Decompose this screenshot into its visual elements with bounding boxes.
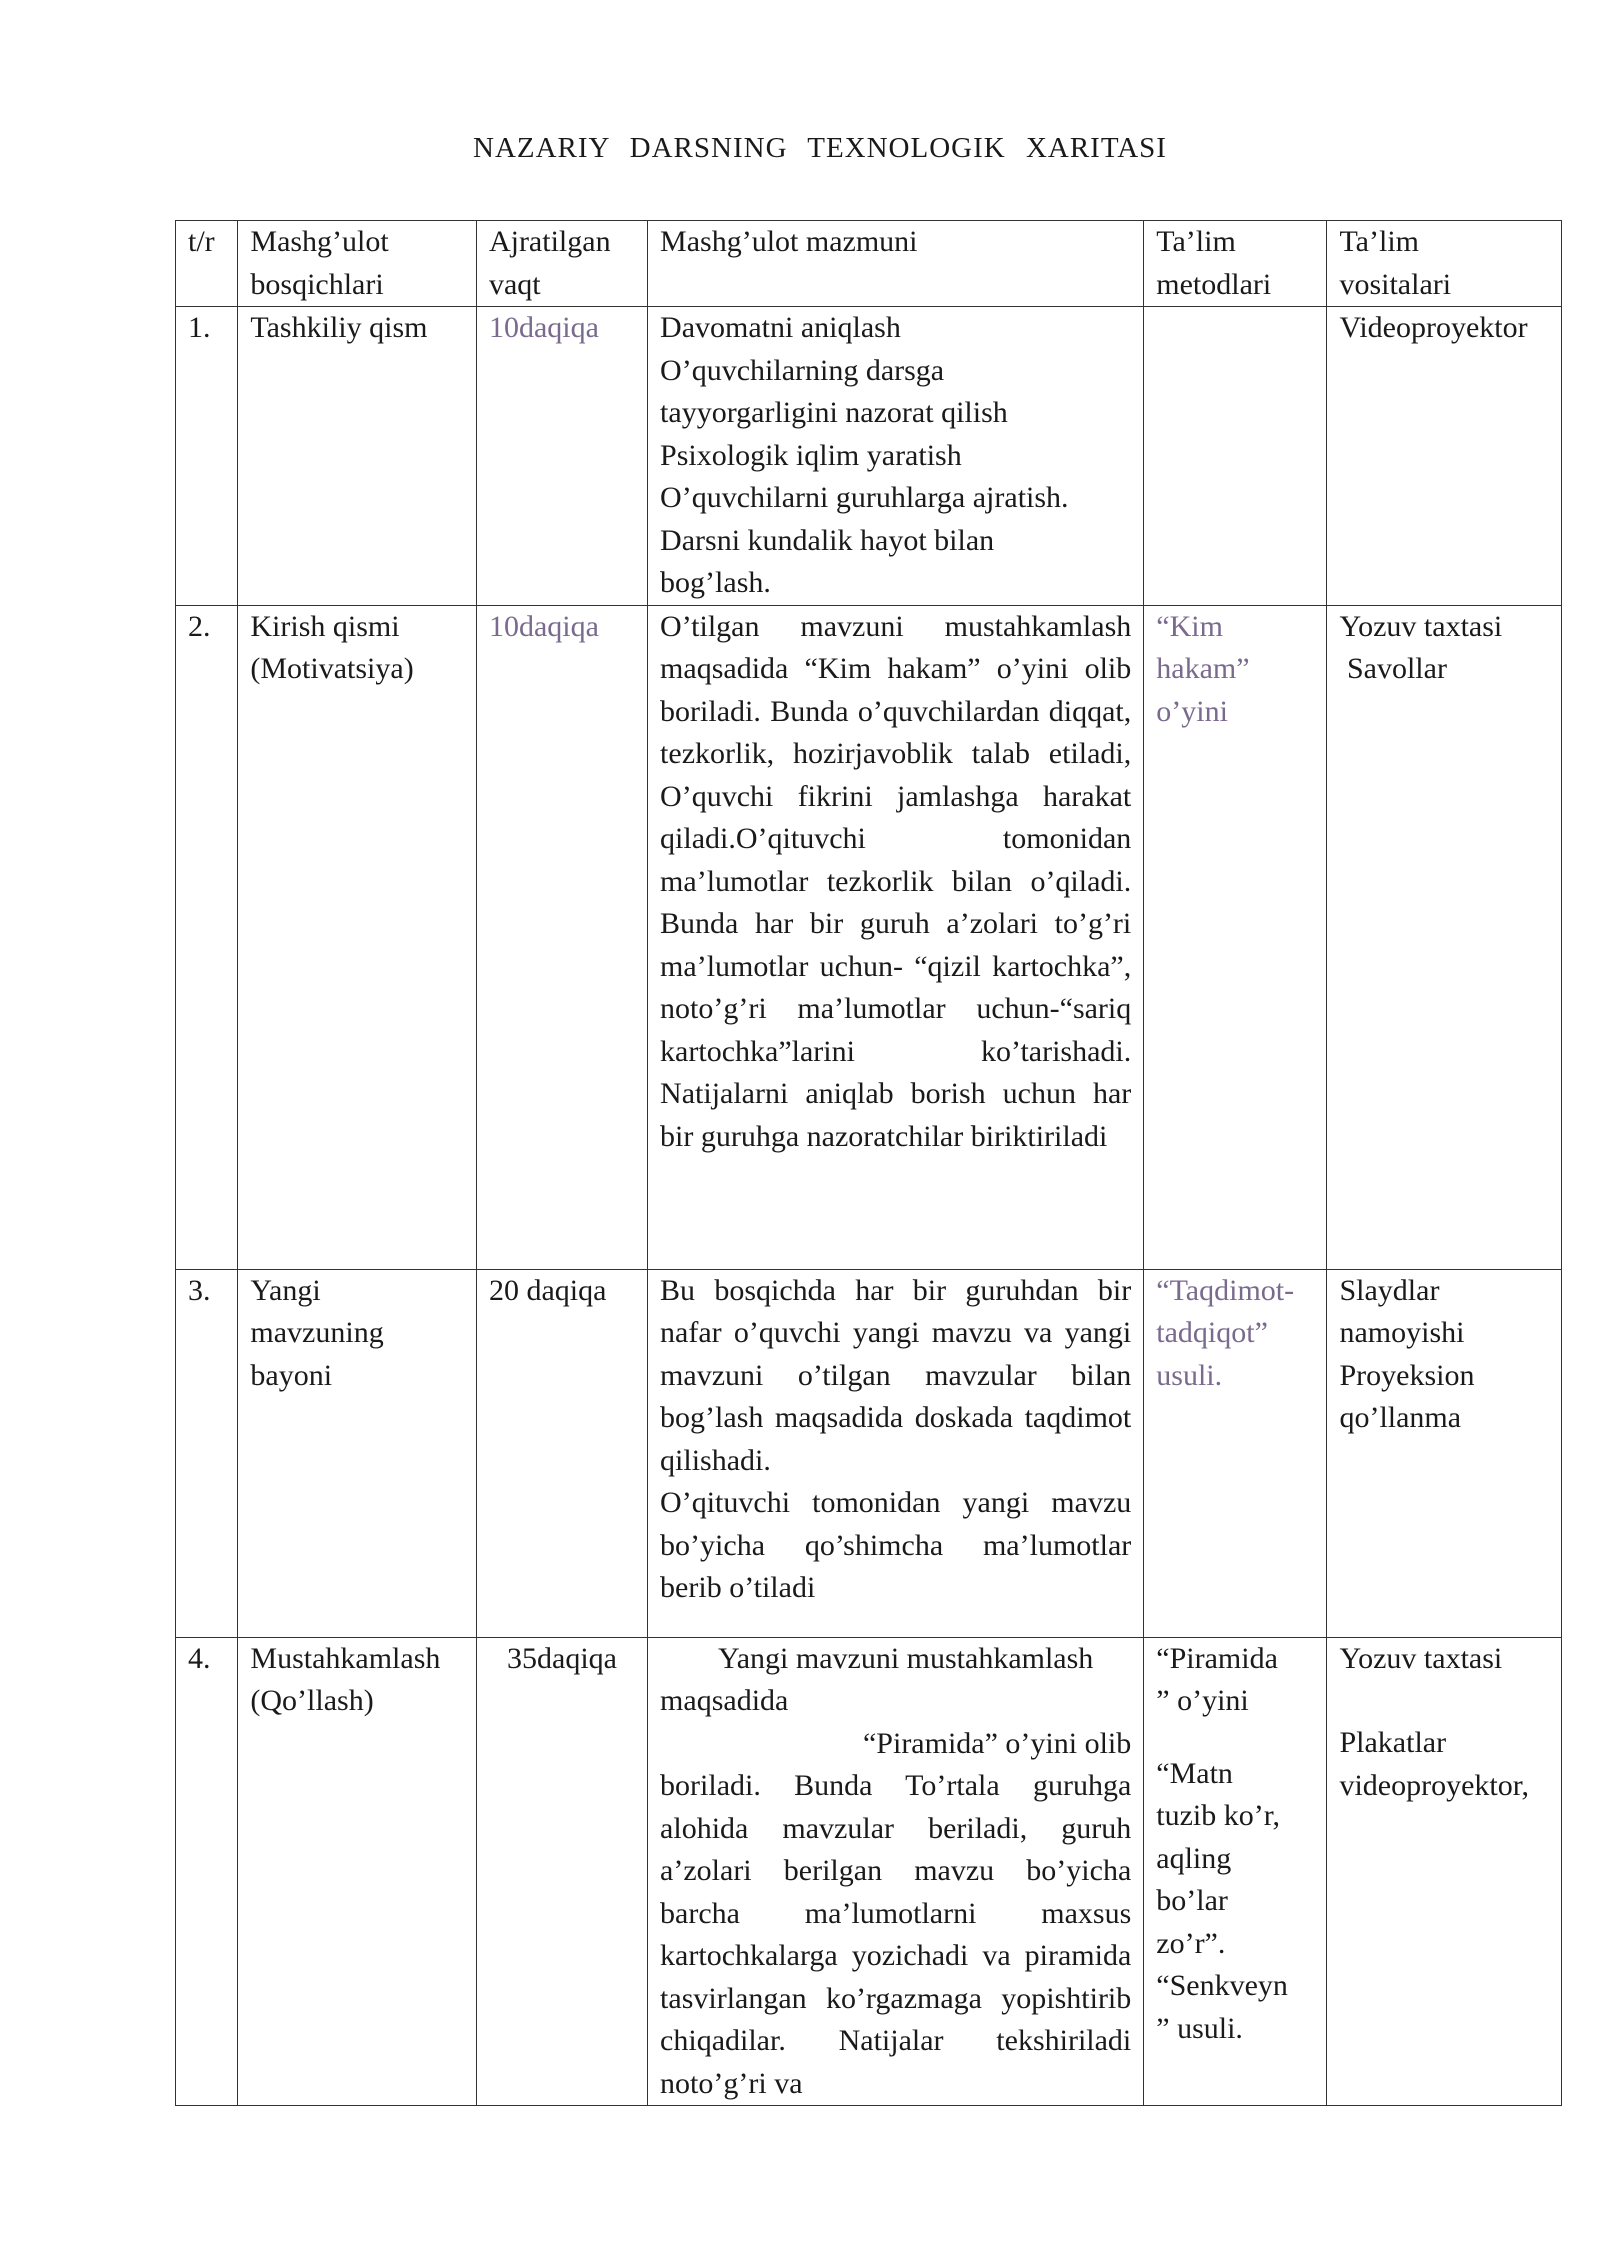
content-paragraph: Yangi mavzuni mustahkamlash maqsadida [660, 1641, 1094, 1717]
time-cell: 10daqiqa [476, 307, 647, 606]
header-time: Ajratilgan vaqt [476, 221, 647, 307]
header-methods: Ta’lim metodlari [1144, 221, 1327, 307]
content-paragraph: O’qituvchi tomonidan yangi mavzu bo’yicha qo’shimcha ma’lumotlar berib o’tiladi [660, 1486, 1132, 1604]
content-cell: O’tilgan mavzuni mustahkamlash maqsadida “Kim hakam” o’yini olib boriladi. Bunda o’quvchilardan diqqat, tezkorlik, hozirjavoblik talab etiladi, O’quvchi fikrini jamlashga harakat qiladi.O’qituvchi tomonidan ma’lumotlar tezkorlik bilan o’qiladi. Bunda har bir guruh a’zolari to’g’ri ma’lumotlar uchun- “qizil kartochka”, noto’g’ri ma’lumotlar uchun-“sariq kartochka”larini ko’tarishadi. Natijalarni aniqlab borish uchun har bir guruhga nazoratchilar biriktiriladi [648, 605, 1144, 1269]
content-cell [648, 1269, 1144, 1637]
content-line: O’quvchilarni guruhlarga ajratish. [660, 481, 1069, 514]
content-line: Darsni kundalik hayot bilan [660, 523, 995, 557]
technology-map-table [175, 220, 1562, 2106]
content-paragraph: boriladi. Bunda To’rtala guruhga alohida mavzular beriladi, guruh a’zolari berilgan mavzu bo’yicha barcha ma’lumotlarni maxsus kartochkalarga yozichadi va piramida tasvirlangan ko’rgazmaga yopishtirib chiqadilar. Natijalar tekshiriladi noto’g’ri va [660, 1769, 1132, 2100]
spacer [1156, 1723, 1314, 1753]
time-cell: 20 daqiqa [476, 1269, 647, 1637]
row-number: 1. [176, 307, 238, 606]
content-cell [648, 307, 1144, 606]
content-line: Davomatni aniqlash [660, 311, 901, 344]
spacer [1339, 1680, 1549, 1722]
methods-item: “Matn tuzib ko’r, aqling bo’lar zo’r”. “Senkveyn ” usuli. [1156, 1756, 1288, 2045]
tools-cell: Videoproyektor [1327, 307, 1562, 606]
tools-item: Yozuv taxtasi [1339, 609, 1503, 643]
tools-item: Savollar [1339, 652, 1447, 685]
tools-cell [1327, 1637, 1562, 2106]
time-cell: 35daqiqa [476, 1637, 647, 2106]
table-row [176, 307, 1562, 606]
methods-cell: “Kim hakam” o’yini [1144, 605, 1327, 1269]
tools-item: Plakatlar videoproyektor, [1339, 1726, 1530, 1802]
stage-cell: Kirish qismi (Motivatsiya) [238, 605, 477, 1269]
table-row [176, 1637, 1562, 2106]
time-cell: 10daqiqa [476, 605, 647, 1269]
content-line: O’quvchilarning darsga [660, 353, 945, 387]
table-row [176, 1269, 1562, 1637]
tools-cell [1327, 605, 1562, 1269]
content-paragraph: “Piramida” o’yini olib [862, 1726, 1132, 1760]
tools-cell: Slaydlar namoyishi Proyeksion qo’llanma [1327, 1269, 1562, 1637]
methods-cell: “Taqdimot- tadqiqot” usuli. [1144, 1269, 1327, 1637]
methods-cell [1144, 1637, 1327, 2106]
content-line: tayyorgarligini nazorat qilish [660, 396, 1008, 429]
header-content: Mashg’ulot mazmuni [648, 221, 1144, 307]
content-line: Psixologik iqlim yaratish [660, 438, 962, 472]
stage-cell: Yangi mavzuning bayoni [238, 1269, 477, 1637]
tools-item: Yozuv taxtasi [1339, 1641, 1503, 1675]
row-number: 3. [176, 1269, 238, 1637]
page-title: NAZARIY DARSNING TEXNOLOGIK XARITASI [473, 132, 1167, 164]
table-header-row [176, 221, 1562, 307]
row-number: 2. [176, 605, 238, 1269]
header-stage: Mashg’ulot bosqichlari [238, 221, 477, 307]
content-line: bog’lash. [660, 566, 771, 599]
table-row [176, 605, 1562, 1269]
header-tools: Ta’lim vositalari [1327, 221, 1562, 307]
content-paragraph: Bu bosqichda har bir guruhdan bir nafar o’quvchi yangi mavzu va yangi mavzuni o’tilgan mavzular bilan bog’lash maqsadida doskada taqdimot qilishadi. [660, 1273, 1132, 1477]
row-number: 4. [176, 1637, 238, 2106]
header-num: t/r [176, 221, 238, 307]
methods-cell [1144, 307, 1327, 606]
stage-cell: Tashkiliy qism [238, 307, 477, 606]
content-cell [648, 1637, 1144, 2106]
stage-cell: Mustahkamlash (Qo’llash) [238, 1637, 477, 2106]
methods-item: “Piramida ” o’yini [1156, 1641, 1278, 1717]
